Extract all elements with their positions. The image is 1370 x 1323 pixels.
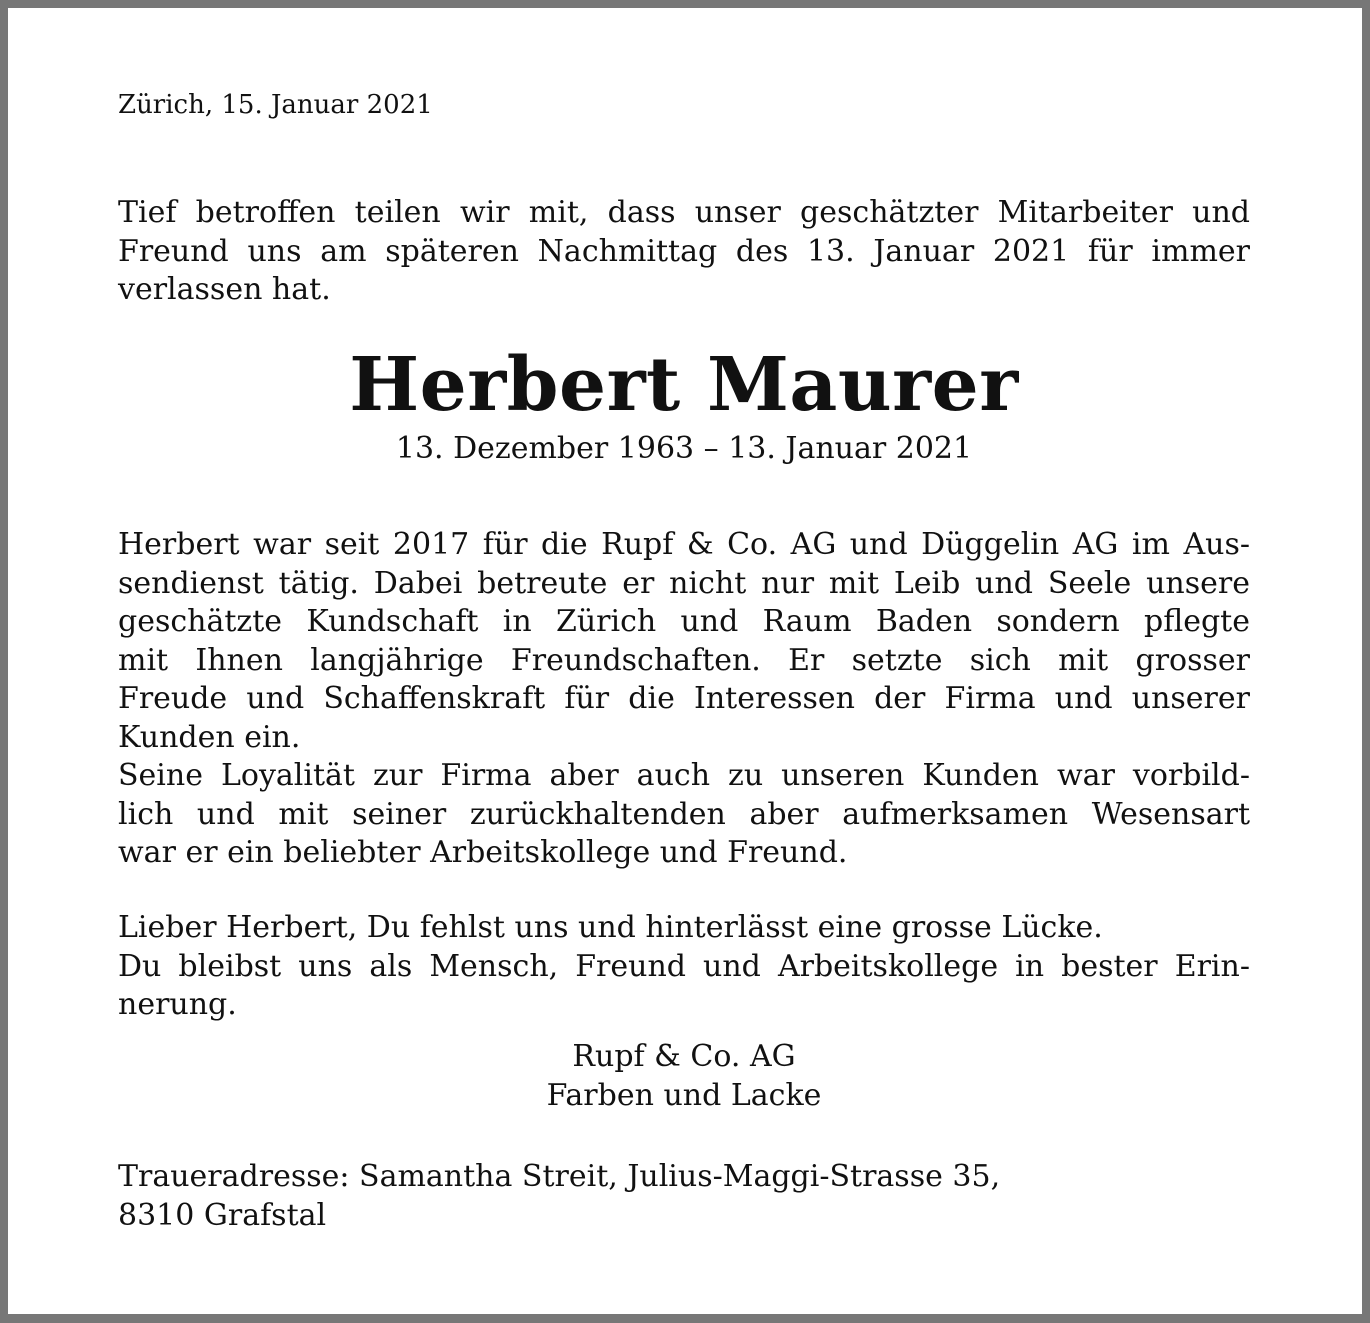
farewell-paragraph <box>118 909 1250 1025</box>
mourning-address <box>118 1158 1250 1235</box>
tribute-paragraph <box>118 526 1250 873</box>
signature <box>118 1038 1250 1115</box>
tribute-line: mit Ihnen langjährige Freundschaften. Er setzte sich mit grosser <box>118 642 1250 678</box>
deceased-name: Herbert Maurer <box>349 342 1019 428</box>
intro-paragraph <box>118 194 1250 310</box>
tribute-line: Herbert war seit 2017 für die Rupf & Co. AG und Düggelin AG im Aus- <box>118 527 1250 562</box>
company-tagline: Farben und Lacke <box>546 1077 822 1113</box>
tribute-line: war er ein beliebter Arbeitskollege und Freund. <box>118 835 848 870</box>
tribute-line: sendienst tätig. Dabei betreute er nicht nur mit Leib und Seele unsere <box>118 565 1250 601</box>
address-line: Traueradresse: Samantha Streit, Julius-Maggi-Strasse 35, <box>118 1159 1001 1194</box>
tribute-line: Seine Loyalität zur Firma aber auch zu unseren Kunden war vorbild- <box>118 758 1250 793</box>
address-line: 8310 Grafstal <box>118 1197 327 1233</box>
company-name: Rupf & Co. AG <box>572 1039 796 1074</box>
farewell-line: Du bleibst uns als Mensch, Freund und Arbeitskollege in bester Erin- <box>118 948 1250 984</box>
intro-line: verlassen hat. <box>118 272 331 307</box>
farewell-line: nerung. <box>118 987 237 1022</box>
tribute-line: lich und mit seiner zurückhaltenden aber aufmerksamen Wesensart <box>118 796 1250 832</box>
tribute-line: Freude und Schaffenskraft für die Interessen der Firma und unserer <box>118 681 1250 716</box>
tribute-line: geschätzte Kundschaft in Zürich und Raum Baden sondern pflegte <box>118 604 1250 639</box>
life-dates: 13. Dezember 1963 – 13. Januar 2021 <box>395 431 973 466</box>
farewell-line: Lieber Herbert, Du fehlst uns und hinterlässt eine grosse Lücke. <box>118 910 1103 945</box>
obituary-page <box>8 8 1362 1314</box>
tribute-line: Kunden ein. <box>118 719 301 755</box>
intro-line: Tief betroffen teilen wir mit, dass unser geschätzter Mitarbeiter und <box>118 195 1250 230</box>
intro-line: Freund uns am späteren Nachmittag des 13. Januar 2021 für immer <box>118 233 1250 269</box>
place-date: Zürich, 15. Januar 2021 <box>118 90 433 120</box>
